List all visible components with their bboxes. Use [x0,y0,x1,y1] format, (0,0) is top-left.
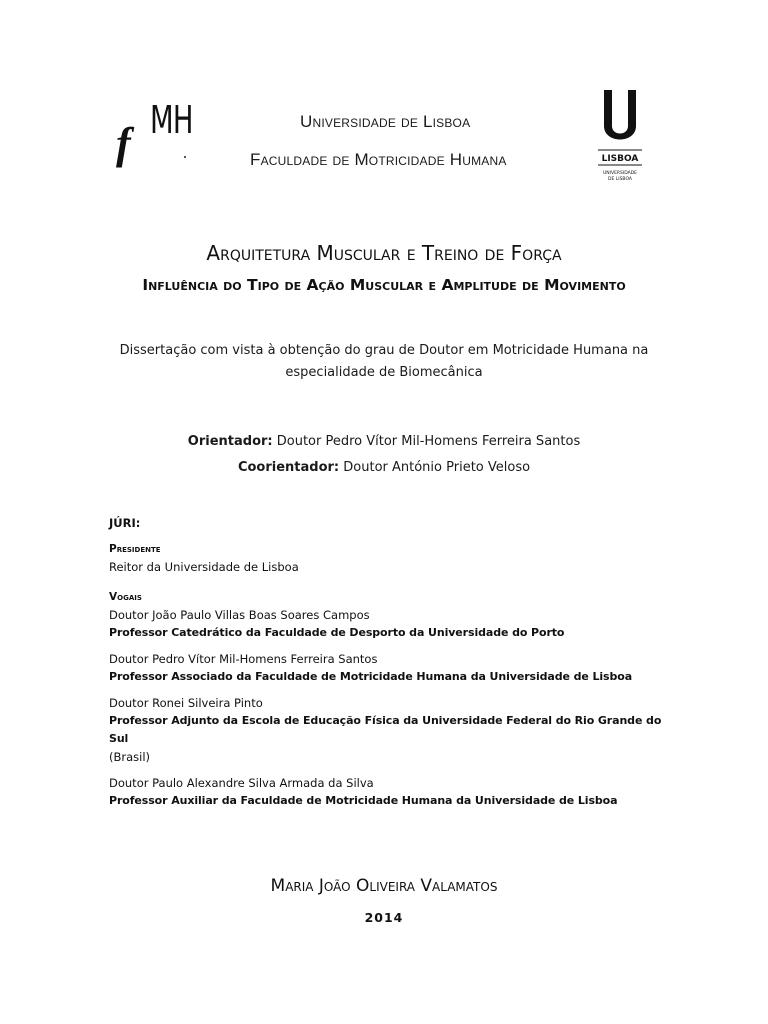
coadvisor-name: Doutor António Prieto Veloso [339,460,531,475]
jury-member-position: Professor Adjunto da Escola de Educação Física da Universidade Federal do Rio Grande do Sul [109,714,662,745]
ulisboa-logo-caption-2: DE LISBOA [608,177,632,182]
jury-member-position: Professor Associado da Faculdade de Motricidade Humana da Universidade de Lisboa [109,670,633,683]
jury-member [109,606,679,642]
fmh-logo [112,100,204,172]
jury-member-position: Professor Auxiliar da Faculdade de Motricidade Humana da Universidade de Lisboa [109,794,618,807]
thesis-subtitle: Influência do Tipo de Ação Muscular e Amplitude de Movimento [142,276,626,294]
jury-member-name: Doutor Ronei Silveira Pinto [109,696,263,710]
author-name: Maria João Oliveira Valamatos [270,876,498,896]
jury-member-name: Doutor João Paulo Villas Boas Soares Campos [109,608,370,622]
jury-member [109,650,679,686]
year: 2014 [364,910,404,925]
dissertation-line-1: Dissertação com vista à obtenção do grau de Doutor em Motricidade Humana na [119,343,649,358]
advisor-name: Doutor Pedro Vítor Mil-Homens Ferreira Santos [272,434,581,449]
dissertation-statement [0,340,768,384]
coadvisor-label: Coorientador: [237,460,340,475]
jury-member-position-country: (Brasil) [109,750,151,764]
dissertation-line-2: especialidade de Biomecânica [285,365,483,380]
thesis-title: Arquitetura Muscular e Treino de Força [206,241,562,265]
advisor-line [0,434,768,449]
jury-member-name: Doutor Pedro Vítor Mil-Homens Ferreira Santos [109,652,378,666]
ulisboa-logo-graphic [590,86,650,186]
faculty-name: Faculdade de Motricidade Humana [250,150,507,169]
coadvisor-line [0,460,768,475]
fmh-logo-dot [184,156,186,158]
president-label: Presidente [109,543,161,555]
vogais-label: Vogais [109,591,142,603]
advisor-label: Orientador: [187,434,273,449]
jury-member [109,774,679,810]
ulisboa-logo-caption-1: UNIVERSIDADE [603,171,637,176]
jury-section [109,514,679,810]
jury-member [109,694,679,766]
jury-member-position: Professor Catedrático da Faculdade de Desporto da Universidade do Porto [109,626,565,639]
president-name: Reitor da Universidade de Lisboa [109,560,299,574]
ulisboa-logo [590,86,650,186]
ulisboa-logo-city: LISBOA [601,154,639,164]
fmh-logo-f: f [116,119,131,168]
fmh-logo-mh: MH [150,98,193,142]
university-name: Universidade de Lisboa [300,112,471,131]
jury-member-name: Doutor Paulo Alexandre Silva Armada da Silva [109,776,374,790]
jury-heading: JÚRI: [109,516,141,530]
